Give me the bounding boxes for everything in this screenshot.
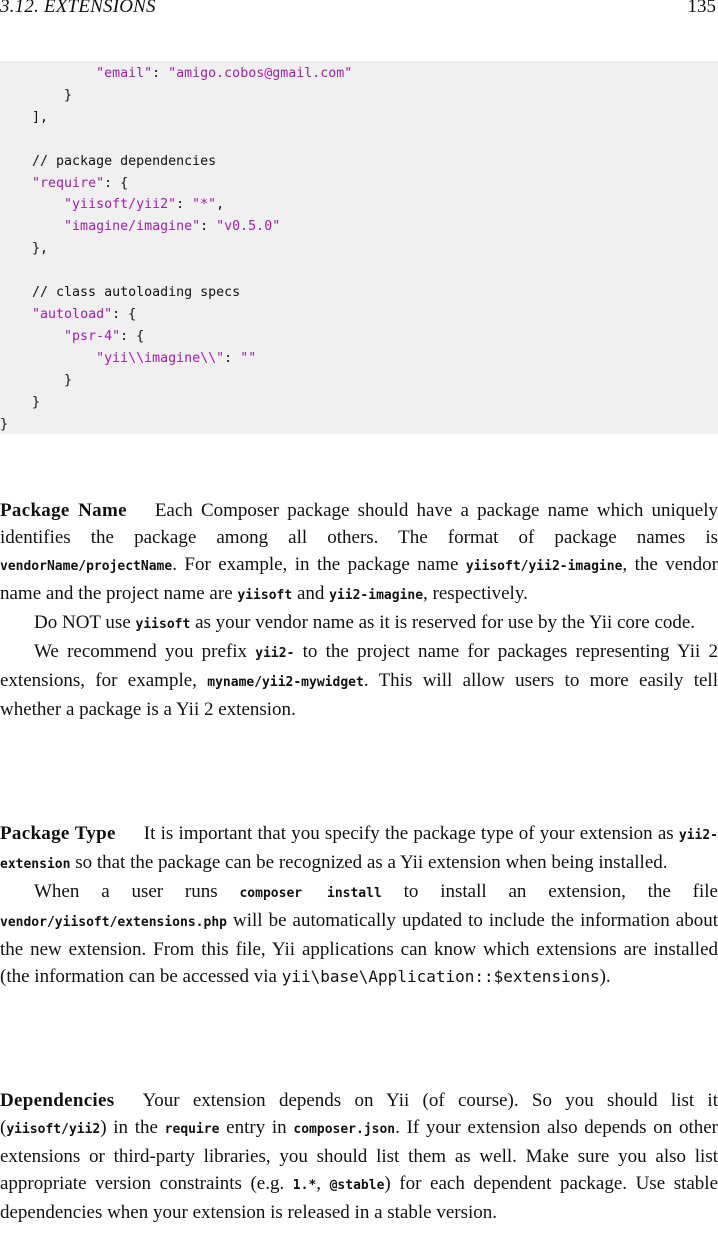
code-text: } [0, 394, 41, 410]
code-line [0, 351, 256, 366]
inline-code: yiisoft [135, 617, 191, 632]
inline-code: 1.* [292, 1178, 317, 1193]
code-text [0, 307, 32, 322]
code-line [0, 307, 136, 322]
code-line [0, 373, 72, 388]
paragraph [0, 638, 718, 723]
code-text: // class autoloading specs [0, 285, 241, 301]
paragraph [0, 1087, 718, 1226]
paragraph [0, 497, 718, 609]
inline-code: yii2-extension [0, 828, 718, 872]
inline-code: require [164, 1122, 220, 1137]
paragraph [0, 820, 718, 878]
code-line [0, 66, 352, 81]
body-text: We recommend you prefix [34, 641, 256, 662]
code-line [0, 176, 128, 191]
code-string: "email" [96, 66, 153, 81]
inline-code: yiisoft [237, 588, 293, 603]
code-text: } [0, 87, 73, 103]
code-line [0, 88, 72, 103]
section-package-type [0, 820, 718, 990]
code-text: : { [104, 175, 129, 191]
section-package-name [0, 497, 718, 723]
paragraph [0, 878, 718, 990]
code-string: "yii\\imagine\\" [96, 350, 225, 366]
inline-code: yii2- [255, 646, 295, 661]
body-text: Your extension depends on Yii (of course). So you should list it ( [0, 1090, 718, 1138]
body-text: . This will allow users to more easily tell whether a package is a Yii 2 extension. [0, 670, 718, 720]
code-text: : { [120, 328, 145, 344]
body-text: , the vendor name and the project name are [0, 554, 718, 604]
code-string: "*" [192, 197, 217, 213]
body-text: ) for each dependent package. Use stable dependencies when your extension is released in a stable version. [0, 1173, 718, 1223]
body-text: to install an extension, the file [381, 881, 718, 902]
code-text: : [224, 350, 241, 366]
code-line [0, 154, 216, 169]
inline-code: composer.json [293, 1122, 396, 1137]
page-header [0, 0, 718, 22]
inline-code: vendor/yiisoft/extensions.php [0, 915, 227, 930]
code-string: "" [240, 350, 257, 366]
code-text [0, 351, 96, 366]
inline-code: yiisoft/yii2-imagine [465, 559, 623, 574]
section-title: Package Name [0, 500, 127, 521]
code-text: } [0, 372, 73, 388]
body-text: as your vendor name as it is reserved for use by the Yii core code. [190, 612, 696, 633]
body-text: , respectively. [423, 583, 528, 604]
body-text: It is important that you specify the package type of your extension as [143, 823, 679, 844]
code-text [0, 197, 64, 212]
code-line [0, 395, 40, 410]
code-text: : [152, 66, 169, 81]
code-line [0, 241, 48, 256]
code-string: "v0.5.0" [216, 219, 281, 235]
code-line [0, 219, 280, 234]
code-string: "imagine/imagine" [64, 219, 201, 235]
code-text: : [200, 219, 217, 235]
inline-code: yii2-imagine [329, 588, 424, 603]
code-string: "autoload" [32, 306, 113, 322]
inline-code: composer install [239, 886, 382, 901]
inline-code: yiisoft/yii2 [6, 1122, 101, 1137]
code-text [0, 176, 32, 191]
code-text [0, 329, 64, 344]
inline-code: myname/yii2-mywidget [207, 675, 364, 690]
section-title: Package Type [0, 823, 116, 844]
body-text: , [316, 1173, 330, 1194]
body-text: so that the package can be recognized as a Yii extension when being installed. [70, 852, 668, 873]
body-text: ). [599, 966, 611, 987]
section-title: Dependencies [0, 1090, 115, 1111]
code-line [0, 329, 144, 344]
code-text: , [216, 197, 225, 213]
code-string: "psr-4" [64, 328, 121, 344]
code-text: }, [0, 241, 49, 257]
code-line [0, 417, 8, 432]
inline-code: @stable [329, 1178, 385, 1193]
code-string: "yiisoft/yii2" [64, 197, 177, 213]
inline-code: yii\base\Application::$extensions [281, 967, 600, 986]
inline-code: vendorName/projectName [0, 559, 173, 574]
code-string: "require" [32, 175, 105, 191]
body-text: When a user runs [34, 881, 240, 902]
code-text: : { [112, 306, 137, 322]
page-number: 135 [687, 0, 716, 17]
body-text: ) in the [100, 1117, 165, 1138]
code-line [0, 110, 48, 125]
code-text [0, 219, 64, 234]
code-listing [0, 61, 718, 435]
running-section-title: 3.12. EXTENSIONS [0, 0, 156, 17]
body-text: will be automatically updated to include the information about the new extension. From this file, Yii applications can know which extensions are installed (the information can be accessed via [0, 910, 718, 987]
code-text: ], [0, 109, 49, 125]
body-text: Do NOT use [34, 612, 136, 633]
code-line [0, 197, 224, 212]
body-text: and [292, 583, 330, 604]
body-text: entry in [219, 1117, 294, 1138]
body-text: to the project name for packages representing Yii 2 extensions, for example, [0, 641, 718, 691]
paragraph [0, 609, 718, 638]
code-text [0, 66, 96, 81]
body-text: . For example, in the package name [172, 554, 466, 575]
code-string: "amigo.cobos@gmail.com" [168, 66, 353, 81]
code-text: } [0, 416, 9, 432]
body-text: Each Composer package should have a package name which uniquely identifies the package among all others. The format of package names is [0, 500, 718, 548]
code-text: : [176, 197, 193, 213]
code-block [0, 61, 718, 434]
code-line [0, 285, 240, 300]
section-dependencies [0, 1087, 718, 1226]
code-text: // package dependencies [0, 153, 217, 169]
body-text: . If your extension also depends on other extensions or third-party libraries, you should list them as well. Make sure you also list appropriate version constraints (e.g. [0, 1117, 718, 1194]
